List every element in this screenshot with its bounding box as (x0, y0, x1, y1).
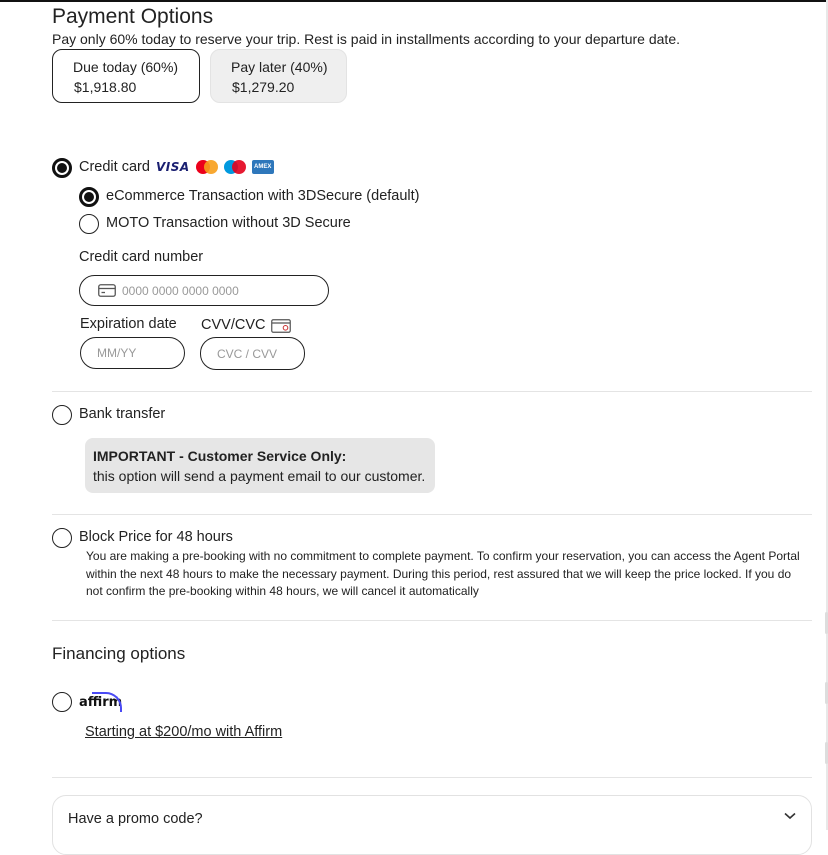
expiration-date-label: Expiration date (80, 316, 177, 332)
maestro-icon (224, 159, 246, 175)
expiration-placeholder: MM/YY (97, 346, 137, 360)
pay-later-label: Pay later (40%) (231, 59, 328, 75)
divider (52, 391, 812, 392)
block-price-radio[interactable] (52, 528, 72, 548)
affirm-radio[interactable] (52, 692, 72, 712)
cvv-placeholder: CVC / CVV (217, 346, 278, 361)
card-number-label: Credit card number (79, 249, 204, 265)
card-number-input[interactable] (79, 275, 329, 306)
financing-title: Financing options (52, 644, 186, 663)
card-number-placeholder: 0000 0000 0000 0000 (122, 283, 239, 298)
credit-card-icon (98, 284, 116, 297)
moto-radio[interactable] (79, 214, 99, 234)
divider (52, 777, 812, 778)
promo-code-label: Have a promo code? (68, 811, 203, 827)
cvv-card-icon (271, 319, 291, 333)
block-price-label: Block Price for 48 hours (79, 529, 233, 545)
important-title: IMPORTANT - Customer Service Only: (93, 448, 347, 464)
due-today-label: Due today (60%) (73, 59, 179, 75)
cvv-label: CVV/CVC (201, 317, 266, 333)
important-text: this option will send a payment email to our customer. (93, 468, 426, 484)
mastercard-icon (196, 159, 218, 175)
credit-card-label: Credit card (79, 159, 150, 175)
amex-icon: AMEX (252, 160, 274, 174)
promo-code-toggle[interactable] (52, 795, 812, 855)
pay-later-amount: $1,279.20 (232, 79, 295, 95)
expiration-date-input[interactable] (80, 337, 185, 369)
affirm-link[interactable]: Starting at $200/mo with Affirm (85, 724, 283, 740)
moto-label: MOTO Transaction without 3D Secure (106, 215, 351, 231)
visa-icon: VISA (156, 160, 190, 174)
due-today-option[interactable] (52, 49, 200, 103)
block-price-description: You are making a pre-booking with no commitment to complete payment. To confirm your reservation, you can access the Agent Portal within the next 48 hours to make the necessary payment. During this period, rest assured that we will keep the price locked. If you do not confirm the pre-booking within 48 hours, we will cancel it automatically (86, 549, 800, 598)
bank-transfer-label: Bank transfer (79, 406, 166, 422)
due-today-amount: $1,918.80 (74, 79, 137, 95)
divider (52, 514, 812, 515)
bank-transfer-radio[interactable] (52, 405, 72, 425)
page-title: Payment Options (52, 5, 214, 28)
ecommerce-3ds-label: eCommerce Transaction with 3DSecure (default) (106, 188, 420, 204)
card-brands (156, 159, 274, 175)
credit-card-radio[interactable] (52, 158, 72, 178)
page-subtitle: Pay only 60% today to reserve your trip. Rest is paid in installments according to your departure date. (52, 31, 680, 47)
top-border (0, 0, 828, 2)
pay-later-option[interactable] (210, 49, 347, 103)
ecommerce-3ds-radio[interactable] (79, 187, 99, 207)
affirm-logo: affirm (79, 695, 123, 710)
divider (52, 620, 812, 621)
chevron-down-icon[interactable] (784, 812, 796, 820)
important-notice (85, 438, 435, 493)
cvv-input[interactable] (200, 337, 305, 370)
